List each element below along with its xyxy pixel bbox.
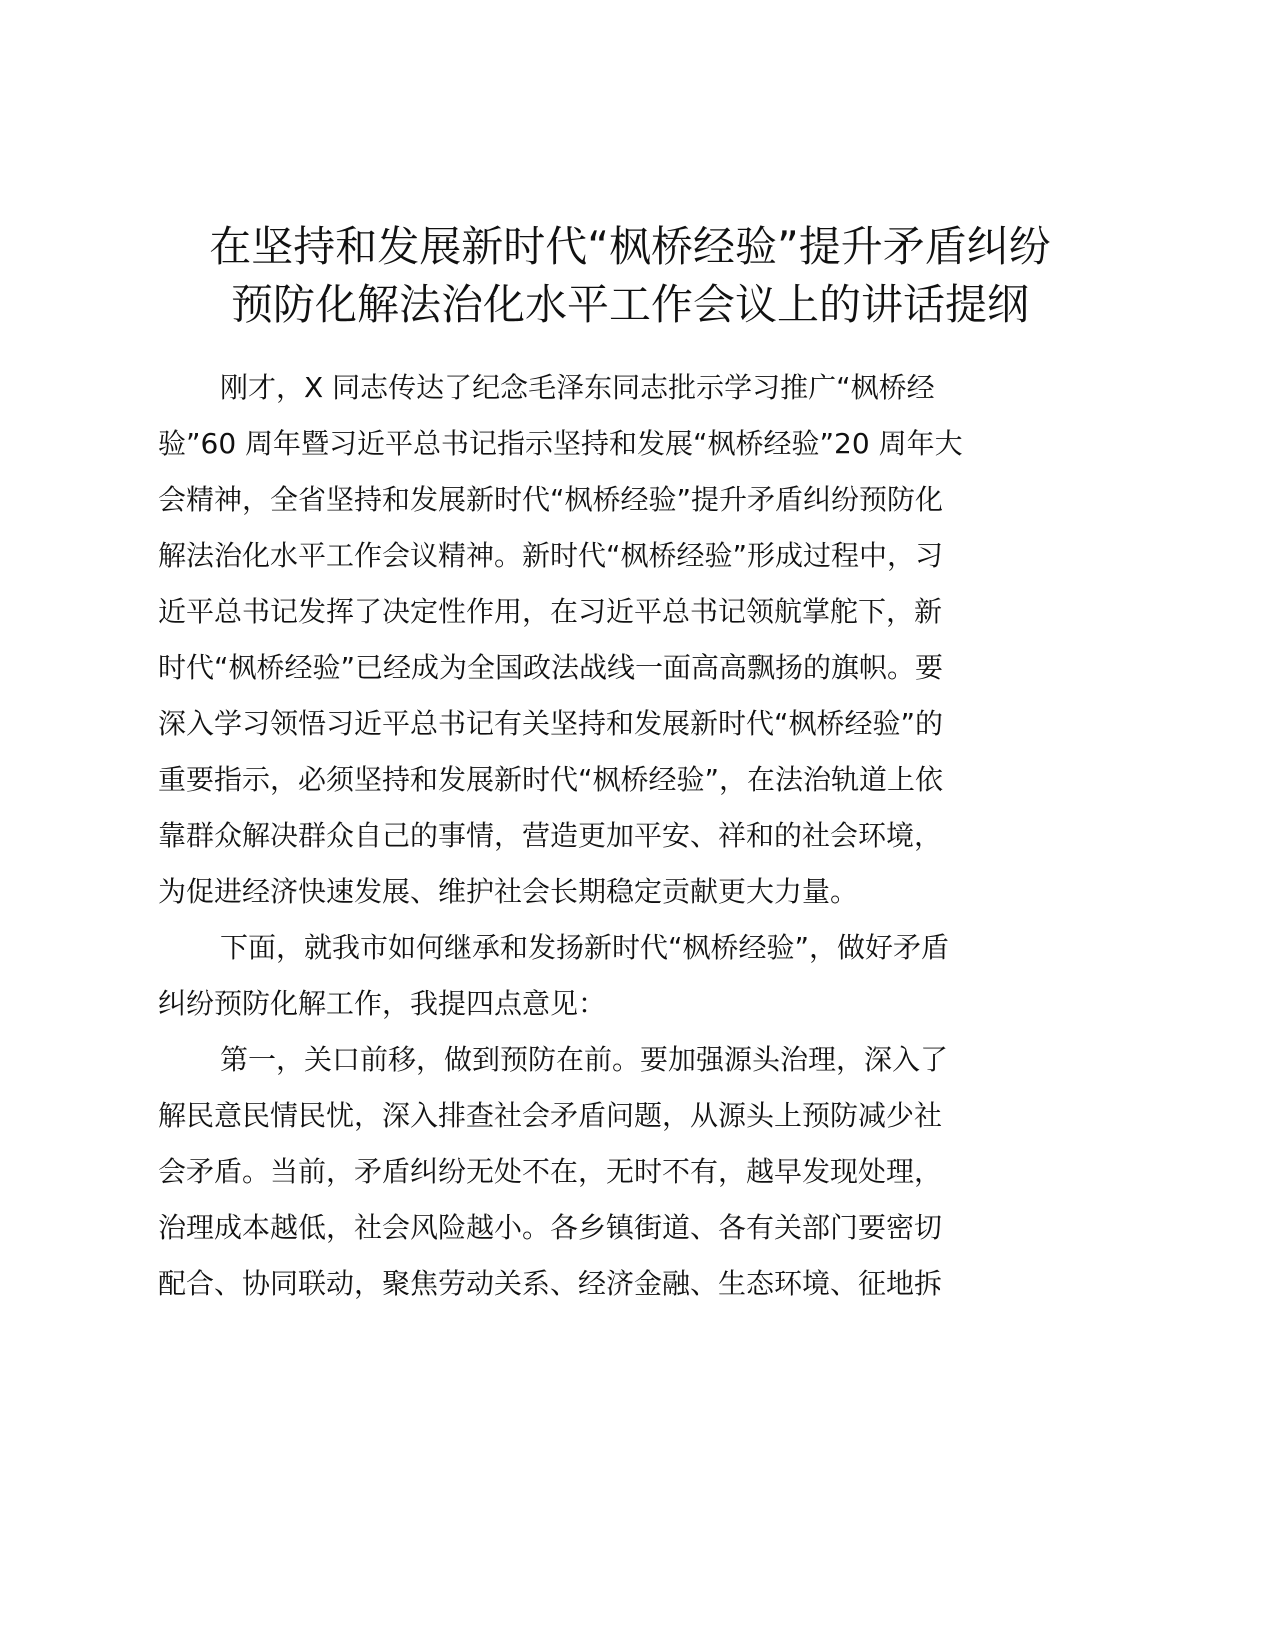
paragraph-line: 刚才，X 同志传达了纪念毛泽东同志批示学习推广“枫桥经 (220, 371, 935, 404)
paragraph-line: 纠纷预防化解工作，我提四点意见： (158, 987, 607, 1020)
paragraph-line: 为促进经济快速发展、维护社会长期稳定贡献更大力量。 (158, 875, 859, 908)
document-body (158, 360, 1068, 1312)
paragraph-line: 深入学习领悟习近平总书记有关坚持和发展新时代“枫桥经验”的 (158, 707, 944, 740)
document-title (150, 218, 1110, 334)
paragraph-line: 解民意民情民忧，深入排查社会矛盾问题，从源头上预防减少社 (158, 1099, 943, 1132)
paragraph-intro (158, 360, 1068, 920)
paragraph-line: 重要指示，必须坚持和发展新时代“枫桥经验”，在法治轨道上依 (158, 763, 944, 796)
title-line: 预防化解法治化水平工作会议上的讲话提纲 (230, 280, 1029, 329)
paragraph-line: 治理成本越低，社会风险越小。各乡镇街道、各有关部门要密切 (158, 1211, 943, 1244)
paragraph-line: 靠群众解决群众自己的事情，营造更加平安、祥和的社会环境， (158, 819, 943, 852)
paragraph-first-point (158, 1032, 1068, 1312)
paragraph-line: 第一，关口前移，做到预防在前。要加强源头治理，深入了 (220, 1043, 949, 1076)
paragraph-line: 时代“枫桥经验”已经成为全国政法战线一面高高飘扬的旗帜。要 (158, 651, 944, 684)
paragraph-line: 解法治化水平工作会议精神。新时代“枫桥经验”形成过程中，习 (158, 539, 944, 572)
paragraph-line: 下面，就我市如何继承和发扬新时代“枫桥经验”，做好矛盾 (220, 931, 950, 964)
paragraph-line: 配合、协同联动，聚焦劳动关系、经济金融、生态环境、征地拆 (158, 1267, 943, 1300)
paragraph-line: 近平总书记发挥了决定性作用，在习近平总书记领航掌舵下，新 (158, 595, 943, 628)
paragraph-line: 会精神，全省坚持和发展新时代“枫桥经验”提升矛盾纠纷预防化 (158, 483, 944, 516)
paragraph-opinions-intro (158, 920, 1068, 1032)
title-line: 在坚持和发展新时代“枫桥经验”提升矛盾纠纷 (209, 222, 1051, 271)
paragraph-line: 会矛盾。当前，矛盾纠纷无处不在，无时不有，越早发现处理， (158, 1155, 943, 1188)
paragraph-line: 验”60 周年暨习近平总书记指示坚持和发展“枫桥经验”20 周年大 (158, 427, 963, 460)
